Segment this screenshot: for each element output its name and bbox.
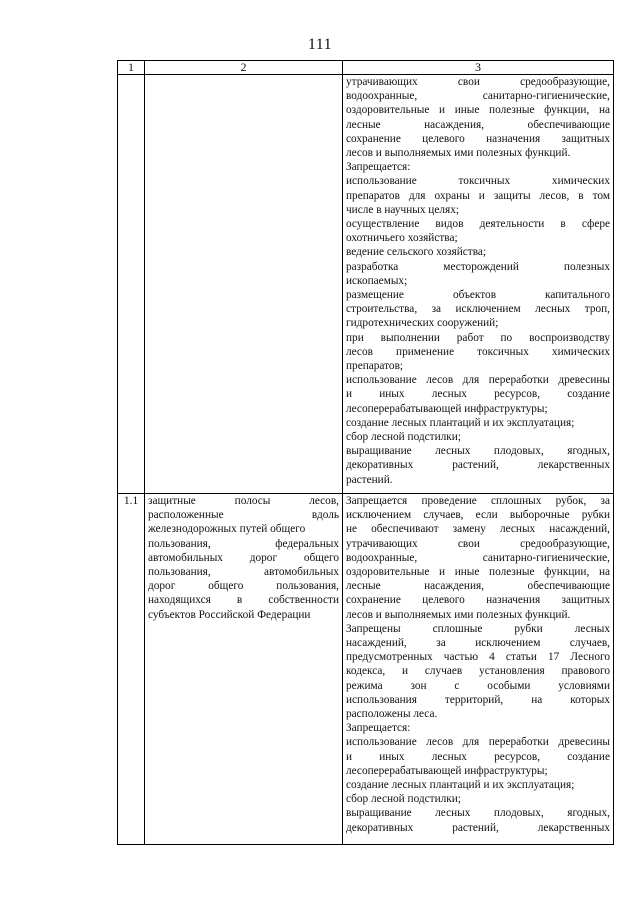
text-line: использования территорий, на которых bbox=[346, 693, 610, 706]
text-line: при выполнении работ по воспроизводству bbox=[346, 331, 610, 344]
text-line: сохранение целевого назначения защитных bbox=[346, 594, 610, 607]
text-line: защитные полосы лесов, bbox=[148, 495, 339, 507]
text-line: предусмотренных частью 4 статьи 17 Лесного bbox=[346, 651, 610, 664]
text-line: препаратов для охраны и защиты лесов, в том bbox=[346, 189, 610, 202]
text-line: кодекса, и случаев установления правового bbox=[346, 665, 610, 678]
text-line: сбор лесной подстилки; bbox=[346, 793, 461, 806]
regulation-table bbox=[117, 60, 614, 845]
text-line: размещение объектов капитального bbox=[346, 289, 610, 302]
text-line: расположенные вдоль bbox=[148, 509, 339, 522]
restrictions-cell bbox=[343, 494, 614, 845]
row-number bbox=[118, 75, 145, 494]
table-row bbox=[118, 494, 614, 845]
text-line: использование лесов для переработки древесины bbox=[346, 374, 610, 387]
text-line: находящихся в собственности bbox=[148, 594, 339, 607]
zone-name-cell bbox=[145, 75, 343, 494]
text-line: дорог общего пользования, bbox=[148, 580, 339, 593]
text-line: использование токсичных химических bbox=[346, 175, 610, 188]
text-line: использование лесов для переработки древесины bbox=[346, 736, 610, 749]
text-line: строительства, за исключением лесных троп, bbox=[346, 303, 610, 316]
text-line: лесоперерабатывающей инфраструктуры; bbox=[346, 764, 548, 777]
text-line: железнодорожных путей общего bbox=[148, 523, 306, 536]
text-line: утрачивающих свои средообразующие, bbox=[346, 537, 610, 550]
text-line: ведение сельского хозяйства; bbox=[346, 246, 487, 259]
text-line: препаратов; bbox=[346, 360, 404, 373]
text-line: сбор лесной подстилки; bbox=[346, 431, 461, 444]
text-line: исключением случаев, если выборочные рубки bbox=[346, 509, 610, 522]
text-line: водоохранные, санитарно-гигиенические, bbox=[346, 551, 610, 564]
text-line: создание лесных плантаций и их эксплуатация; bbox=[346, 779, 575, 792]
table-row bbox=[118, 75, 614, 494]
text-line: лесов и выполняемых ими полезных функций. bbox=[346, 608, 571, 621]
text-line: и иных лесных ресурсов, создание bbox=[346, 388, 610, 401]
text-line: автомобильных дорог общего bbox=[148, 551, 339, 564]
text-line: декоративных растений, лекарственных bbox=[346, 821, 610, 834]
text-line: и иных лесных ресурсов, создание bbox=[346, 750, 610, 763]
table-header-row bbox=[118, 61, 614, 75]
text-line: Запрещается: bbox=[346, 161, 411, 174]
text-line: лесов применение токсичных химических bbox=[346, 345, 610, 358]
text-line: не обеспечивают замену лесных насаждений, bbox=[346, 523, 610, 536]
text-line: оздоровительные и иные полезные функции, на bbox=[346, 566, 610, 579]
text-line: охотничьего хозяйства; bbox=[346, 232, 458, 245]
text-line: оздоровительные и иные полезные функции, на bbox=[346, 104, 610, 117]
text-line: лесоперерабатывающей инфраструктуры; bbox=[346, 402, 548, 415]
text-line: лесов и выполняемых ими полезных функций. bbox=[346, 147, 571, 160]
zone-name-cell bbox=[145, 494, 343, 845]
text-line: лесные насаждения, обеспечивающие bbox=[346, 580, 610, 593]
page-number: 111 bbox=[307, 36, 333, 53]
text-line: осуществление видов деятельности в сфере bbox=[346, 218, 610, 231]
text-line: растений. bbox=[346, 473, 393, 486]
text-line: выращивание лесных плодовых, ягодных, bbox=[346, 807, 610, 820]
restrictions-cell bbox=[343, 75, 614, 494]
text-line: лесные насаждения, обеспечивающие bbox=[346, 118, 610, 131]
header-col-1: 1 bbox=[118, 61, 145, 75]
restrictions-text bbox=[346, 494, 610, 835]
text-line: пользования, федеральных bbox=[148, 537, 339, 550]
text-line: создание лесных плантаций и их эксплуатация; bbox=[346, 416, 575, 429]
text-line: декоративных растений, лекарственных bbox=[346, 459, 610, 472]
header-col-3: 3 bbox=[343, 61, 614, 75]
text-line: насаждений, за исключением случаев, bbox=[346, 637, 610, 650]
text-line: расположены леса. bbox=[346, 708, 438, 721]
text-line: Запрещены сплошные рубки лесных bbox=[346, 622, 610, 635]
restrictions-text bbox=[346, 75, 610, 487]
text-line: выращивание лесных плодовых, ягодных, bbox=[346, 445, 610, 458]
text-line: субъектов Российской Федерации bbox=[148, 608, 311, 621]
row-number: 1.1 bbox=[118, 494, 145, 845]
header-col-2: 2 bbox=[145, 61, 343, 75]
text-line: Запрещается: bbox=[346, 722, 411, 735]
text-line: режима зон с особыми условиями bbox=[346, 679, 610, 692]
text-line: Запрещается проведение сплошных рубок, за bbox=[346, 495, 610, 507]
text-line: водоохранные, санитарно-гигиенические, bbox=[346, 90, 610, 103]
text-line: пользования, автомобильных bbox=[148, 566, 339, 579]
text-line: числе в научных целях; bbox=[346, 203, 459, 216]
text-line: разработка месторождений полезных bbox=[346, 260, 610, 273]
text-line: ископаемых; bbox=[346, 274, 408, 287]
text-line: утрачивающих свои средообразующие, bbox=[346, 76, 610, 88]
text-line: гидротехнических сооружений; bbox=[346, 317, 499, 330]
text-line: сохранение целевого назначения защитных bbox=[346, 132, 610, 145]
zone-name-text bbox=[148, 494, 339, 622]
